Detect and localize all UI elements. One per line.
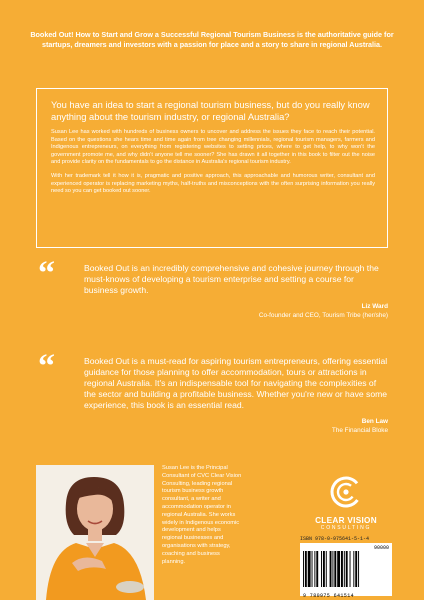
logo-brand: CLEAR VISION	[315, 516, 377, 525]
isbn-label: ISBN 978-0-975641-5-1-4	[300, 536, 370, 542]
author-photo	[36, 465, 154, 600]
author-bio: Susan Lee is the Principal Consultant of CVC Clear Vision Consulting, leading regional tourism business growth consultant, a writer and accommodation operator in regional Australia. She works widely in Indigenous economic development and helps regional businesses and organisations with strategy, coaching and business planning.	[162, 465, 242, 565]
author-portrait-icon	[36, 465, 154, 600]
clear-vision-logo-icon	[329, 475, 363, 509]
intro-blurb: Booked Out! How to Start and Grow a Successful Regional Tourism Business is the authoritative guide for startups, dreamers and investors with a passion for place and a story to share in regional Australia.	[30, 30, 394, 49]
barcode-bars-icon	[303, 551, 389, 587]
description-lead: You have an idea to start a regional tourism business, but do you really know anything about the tourism industry, or regional Australia?	[51, 99, 370, 122]
testimonial-name: Liz Ward	[361, 303, 388, 310]
publisher-logo	[306, 475, 386, 531]
barcode-price-code: 90000	[373, 545, 389, 551]
testimonial-text: Booked Out is a must-read for aspiring tourism entrepreneurs, offering essential guidance for those planning to offer accommodation, tours or attractions in regional Australia. It's an indispensable tool for navigating the complexities of the sector and building a profitable business. Whether you're new or have some experience, this book is an essential read.	[84, 356, 388, 410]
barcode	[300, 543, 392, 599]
quote-mark-icon: “	[38, 255, 55, 292]
testimonial-role: The Financial Bloke	[331, 427, 388, 434]
quote-mark-icon: “	[38, 348, 55, 385]
testimonial-role: Co-founder and CEO, Tourism Tribe (her/she)	[258, 312, 388, 319]
testimonial-attribution	[38, 417, 388, 435]
barcode-digits: 9 780975 641514	[303, 593, 355, 599]
logo-sub: CONSULTING	[320, 525, 372, 531]
description-box	[36, 88, 388, 248]
description-paragraph-2: With her trademark tell it how it is, pragmatic and positive approach, this approachable and humorous writer, consultant and experienced operator is replacing marketing myths, half-truths and misconceptions with the often surprising information you really need so you can get booked out sooner.	[51, 172, 375, 195]
testimonial-2	[38, 348, 388, 435]
testimonial-attribution	[38, 302, 388, 320]
description-paragraph-1: Susan Lee has worked with hundreds of business owners to uncover and address the issues they face to reach their potential. Based on the questions she hears time and time again from tree changing millennials, regional tourism managers, farmers and Indigenous entrepreneurs, on everything from registering websites to setting prices, where to get help, to why won't the government promote me, and why didn't anyone tell me sooner? She has drawn it all together in this book to filter out the noise and provide clarity on the fundamentals to go the distance in Australia's regional tourism industry.	[51, 129, 375, 166]
testimonial-text: Booked Out is an incredibly comprehensive and cohesive journey through the must-knows of developing a tourism enterprise and setting a course for business growth.	[84, 263, 379, 295]
testimonial-name: Ben Law	[361, 418, 388, 425]
testimonial-1	[38, 255, 388, 320]
